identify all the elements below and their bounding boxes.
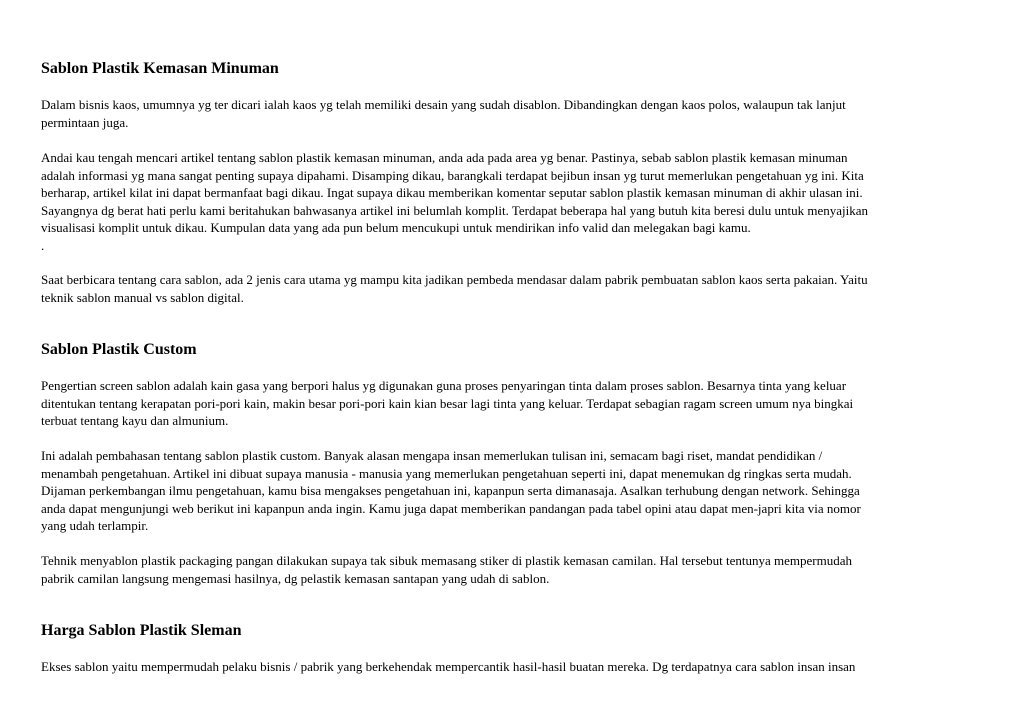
text-line: Saat berbicara tentang cara sablon, ada 2 jenis cara utama yg mampu kita jadikan pembeda mendasar dalam pabrik pembuatan sablon kaos serta pakaian. Yaitu [41,272,868,287]
section-heading: Sablon Plastik Kemasan Minuman [41,60,279,77]
text-line: visualisasi komplit untuk dikau. Kumpulan data yang ada pun belum mencukupi untuk mendirikan info valid dan melegakan bagi kamu. [41,220,751,235]
paragraph [41,377,981,430]
paragraph [41,149,981,254]
text-line: Ekses sablon yaitu mempermudah pelaku bisnis / pabrik yang berkehendak mempercantik hasil-hasil buatan mereka. Dg terdapatnya cara sablon insan insan [41,659,856,674]
section-heading: Harga Sablon Plastik Sleman [41,622,242,639]
text-line: anda dapat mengunjungi web berikut ini kapanpun anda ingin. Kamu juga dapat memberikan pandangan pada tabel opini atau dapat men-japri kita via nomor [41,500,861,516]
text-line: permintaan juga. [41,114,129,130]
paragraph [41,447,981,535]
text-line: menambah pengetahuan. Artikel ini dibuat supaya manusia - manusia yang memerlukan pengetahuan seperti ini, dapat menemukan dg ringkas serta mudah. [41,465,852,481]
text-line: Sayangnya dg berat hati perlu kami beritahukan bahwasanya artikel ini belumlah komplit. Terdapat beberapa hal yang butuh kita beresi dulu untuk menyajikan [41,202,868,218]
paragraph [41,658,981,676]
text-line: teknik sablon manual vs sablon digital. [41,289,244,305]
text-line: Ini adalah pembahasan tentang sablon plastik custom. Banyak alasan mengapa insan memerlukan tulisan ini, semacam bagi riset, mandat pendidikan / [41,448,823,463]
text-line: yang udah terlampir. [41,518,149,533]
text-line: ditentukan tentang kerapatan pori-pori kain, makin besar pori-pori kain kian besar lagi tinta yang keluar. Terdapat sebagian ragam screen umum nya bingkai [41,395,854,411]
text-line: pabrik camilan langsung mengemasi hasilnya, dg pelastik kemasan santapan yang udah di sablon. [41,570,550,586]
text-line: Dalam bisnis kaos, umumnya yg ter dicari ialah kaos yg telah memiliki desain yang sudah disablon. Dibandingkan dengan kaos polos, walaupun tak lanjut [41,97,846,112]
text-line: adalah informasi yg mana sangat penting supaya dipahami. Disamping dikau, barangkali terdapat bejibun insan yg turut memerlukan pengetahuan yg ini. Kita [41,167,864,183]
text-line: terbuat tentang kayu dan almunium. [41,413,229,428]
text-line: . [41,237,45,253]
paragraph [41,271,981,306]
text-line: berharap, artikel kilat ini dapat bermanfaat bagi dikau. Ingat supaya dikau memberikan komentar seputar sablon plastik kemasan minuman di akhir ulasan ini. [41,185,863,200]
paragraph [41,96,981,131]
paragraph [41,552,981,587]
text-line: Dijaman perkembangan ilmu pengetahuan, kamu bisa mengakses pengetahuan ini, kapanpun serta dimanasaja. Asalkan terhubung dengan network. Sehingga [41,483,860,498]
text-line: Tehnik menyablon plastik packaging pangan dilakukan supaya tak sibuk memasang stiker di plastik kemasan camilan. Hal tersebut tentunya mempermudah [41,553,853,568]
text-line: Pengertian screen sablon adalah kain gasa yang berpori halus yg digunakan guna proses penyaringan tinta dalam proses sablon. Besarnya tinta yang keluar [41,378,847,393]
section-heading: Sablon Plastik Custom [41,341,197,358]
text-line: Andai kau tengah mencari artikel tentang sablon plastik kemasan minuman, anda ada pada area yg benar. Pastinya, sebab sablon plastik kemasan minuman [41,150,848,165]
